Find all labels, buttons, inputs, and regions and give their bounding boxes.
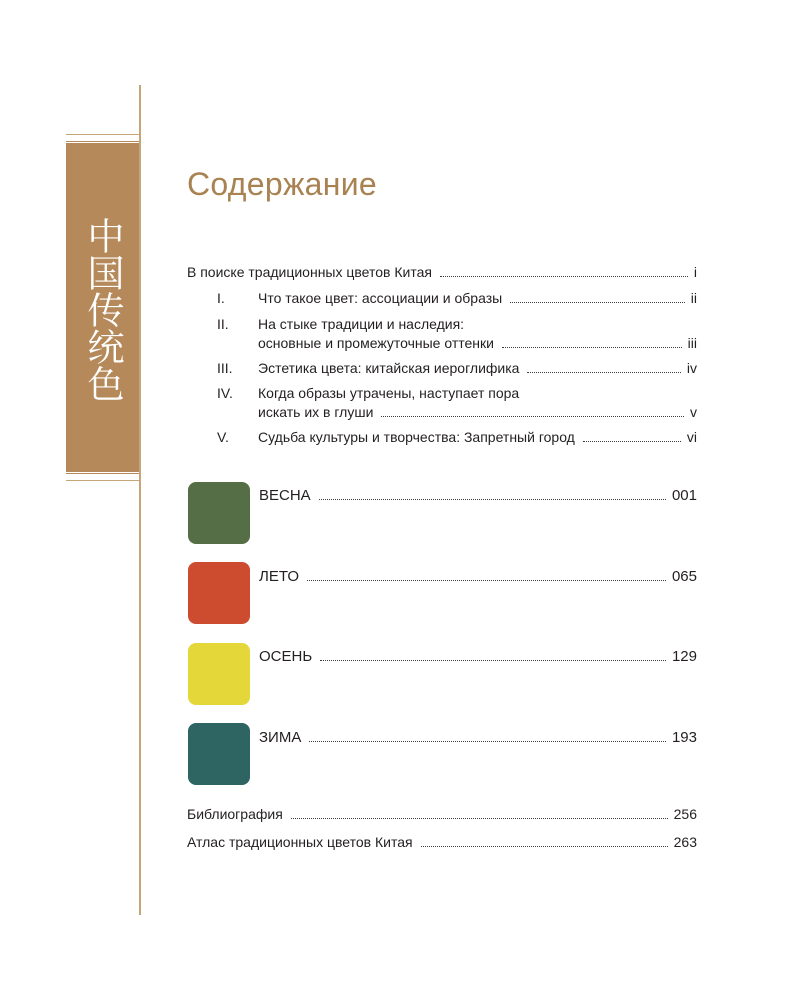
toc-entry-intro[interactable] <box>187 264 697 281</box>
toc-subsection-number: I. <box>217 290 225 306</box>
book-title-chinese: 中国传统色 <box>81 217 124 402</box>
toc-page-number: 256 <box>673 806 697 822</box>
toc-entry-label: Судьба культуры и творчества: Запретный город <box>258 429 575 445</box>
toc-entry-label: основные и промежуточные оттенки <box>258 335 494 351</box>
toc-entry-label: Эстетика цвета: китайская иероглифика <box>258 360 520 376</box>
toc-page-number: 263 <box>673 834 697 850</box>
toc-entry-autumn[interactable] <box>259 648 697 665</box>
toc-subsection-number: IV. <box>217 385 233 401</box>
toc-entry-label: Атлас традиционных цветов Китая <box>187 834 413 850</box>
toc-entry-summer[interactable] <box>259 568 697 585</box>
toc-entry-subsection-5[interactable] <box>258 429 697 446</box>
band-frame-bottom <box>66 480 139 481</box>
band-frame-top <box>66 134 139 135</box>
toc-page-number: i <box>693 264 697 280</box>
dot-leader <box>381 416 684 417</box>
dot-leader <box>320 660 666 661</box>
season-swatch-spring <box>188 482 250 544</box>
toc-page-number: 129 <box>671 648 697 665</box>
dot-leader <box>309 741 666 742</box>
dot-leader <box>291 818 668 819</box>
toc-entry-label: искать их в глуши <box>258 404 374 420</box>
dot-leader <box>527 372 680 373</box>
toc-page-number: 193 <box>671 729 697 746</box>
toc-entry-label: ЗИМА <box>259 729 302 746</box>
side-title-band <box>66 140 139 475</box>
dot-leader <box>502 347 682 348</box>
toc-entry-subsection-2[interactable] <box>258 335 697 352</box>
toc-page-number: v <box>690 404 697 420</box>
toc-page-number: iii <box>687 335 697 351</box>
toc-subsection-number: V. <box>217 429 229 445</box>
dot-leader <box>583 441 681 442</box>
page-title: Содержание <box>187 166 378 202</box>
toc-entry-subsection-3[interactable] <box>258 360 697 377</box>
toc-entry-spring[interactable] <box>259 487 697 504</box>
dot-leader <box>421 846 668 847</box>
toc-subsection-number: II. <box>217 316 229 332</box>
vertical-rule <box>139 85 141 915</box>
toc-entry-label-line1: Когда образы утрачены, наступает пора <box>258 385 520 401</box>
toc-page-number: 065 <box>671 568 697 585</box>
toc-entry-label: ВЕСНА <box>259 487 311 504</box>
season-swatch-winter <box>188 723 250 785</box>
toc-entry-label: ЛЕТО <box>259 568 300 585</box>
toc-entry-bibliography[interactable] <box>187 806 697 823</box>
toc-entry-atlas[interactable] <box>187 834 697 851</box>
toc-page-number: vi <box>686 429 697 445</box>
toc-entry-subsection-4[interactable] <box>258 404 697 421</box>
dot-leader <box>307 580 666 581</box>
toc-entry-label: ОСЕНЬ <box>259 648 313 665</box>
toc-entry-label: Что такое цвет: ассоциации и образы <box>258 290 503 306</box>
toc-entry-winter[interactable] <box>259 729 697 746</box>
dot-leader <box>440 276 688 277</box>
toc-page-number: 001 <box>671 487 697 504</box>
toc-entry-label: Библиография <box>187 806 283 822</box>
dot-leader <box>319 499 666 500</box>
toc-entry-label-line1: На стыке традиции и наследия: <box>258 316 465 332</box>
dot-leader <box>510 302 685 303</box>
toc-entry-label: В поиске традиционных цветов Китая <box>187 264 432 280</box>
toc-page-number: ii <box>690 290 697 306</box>
toc-subsection-number: III. <box>217 360 233 376</box>
season-swatch-summer <box>188 562 250 624</box>
toc-page-number: iv <box>686 360 697 376</box>
season-swatch-autumn <box>188 643 250 705</box>
toc-entry-subsection-1[interactable] <box>258 290 697 307</box>
